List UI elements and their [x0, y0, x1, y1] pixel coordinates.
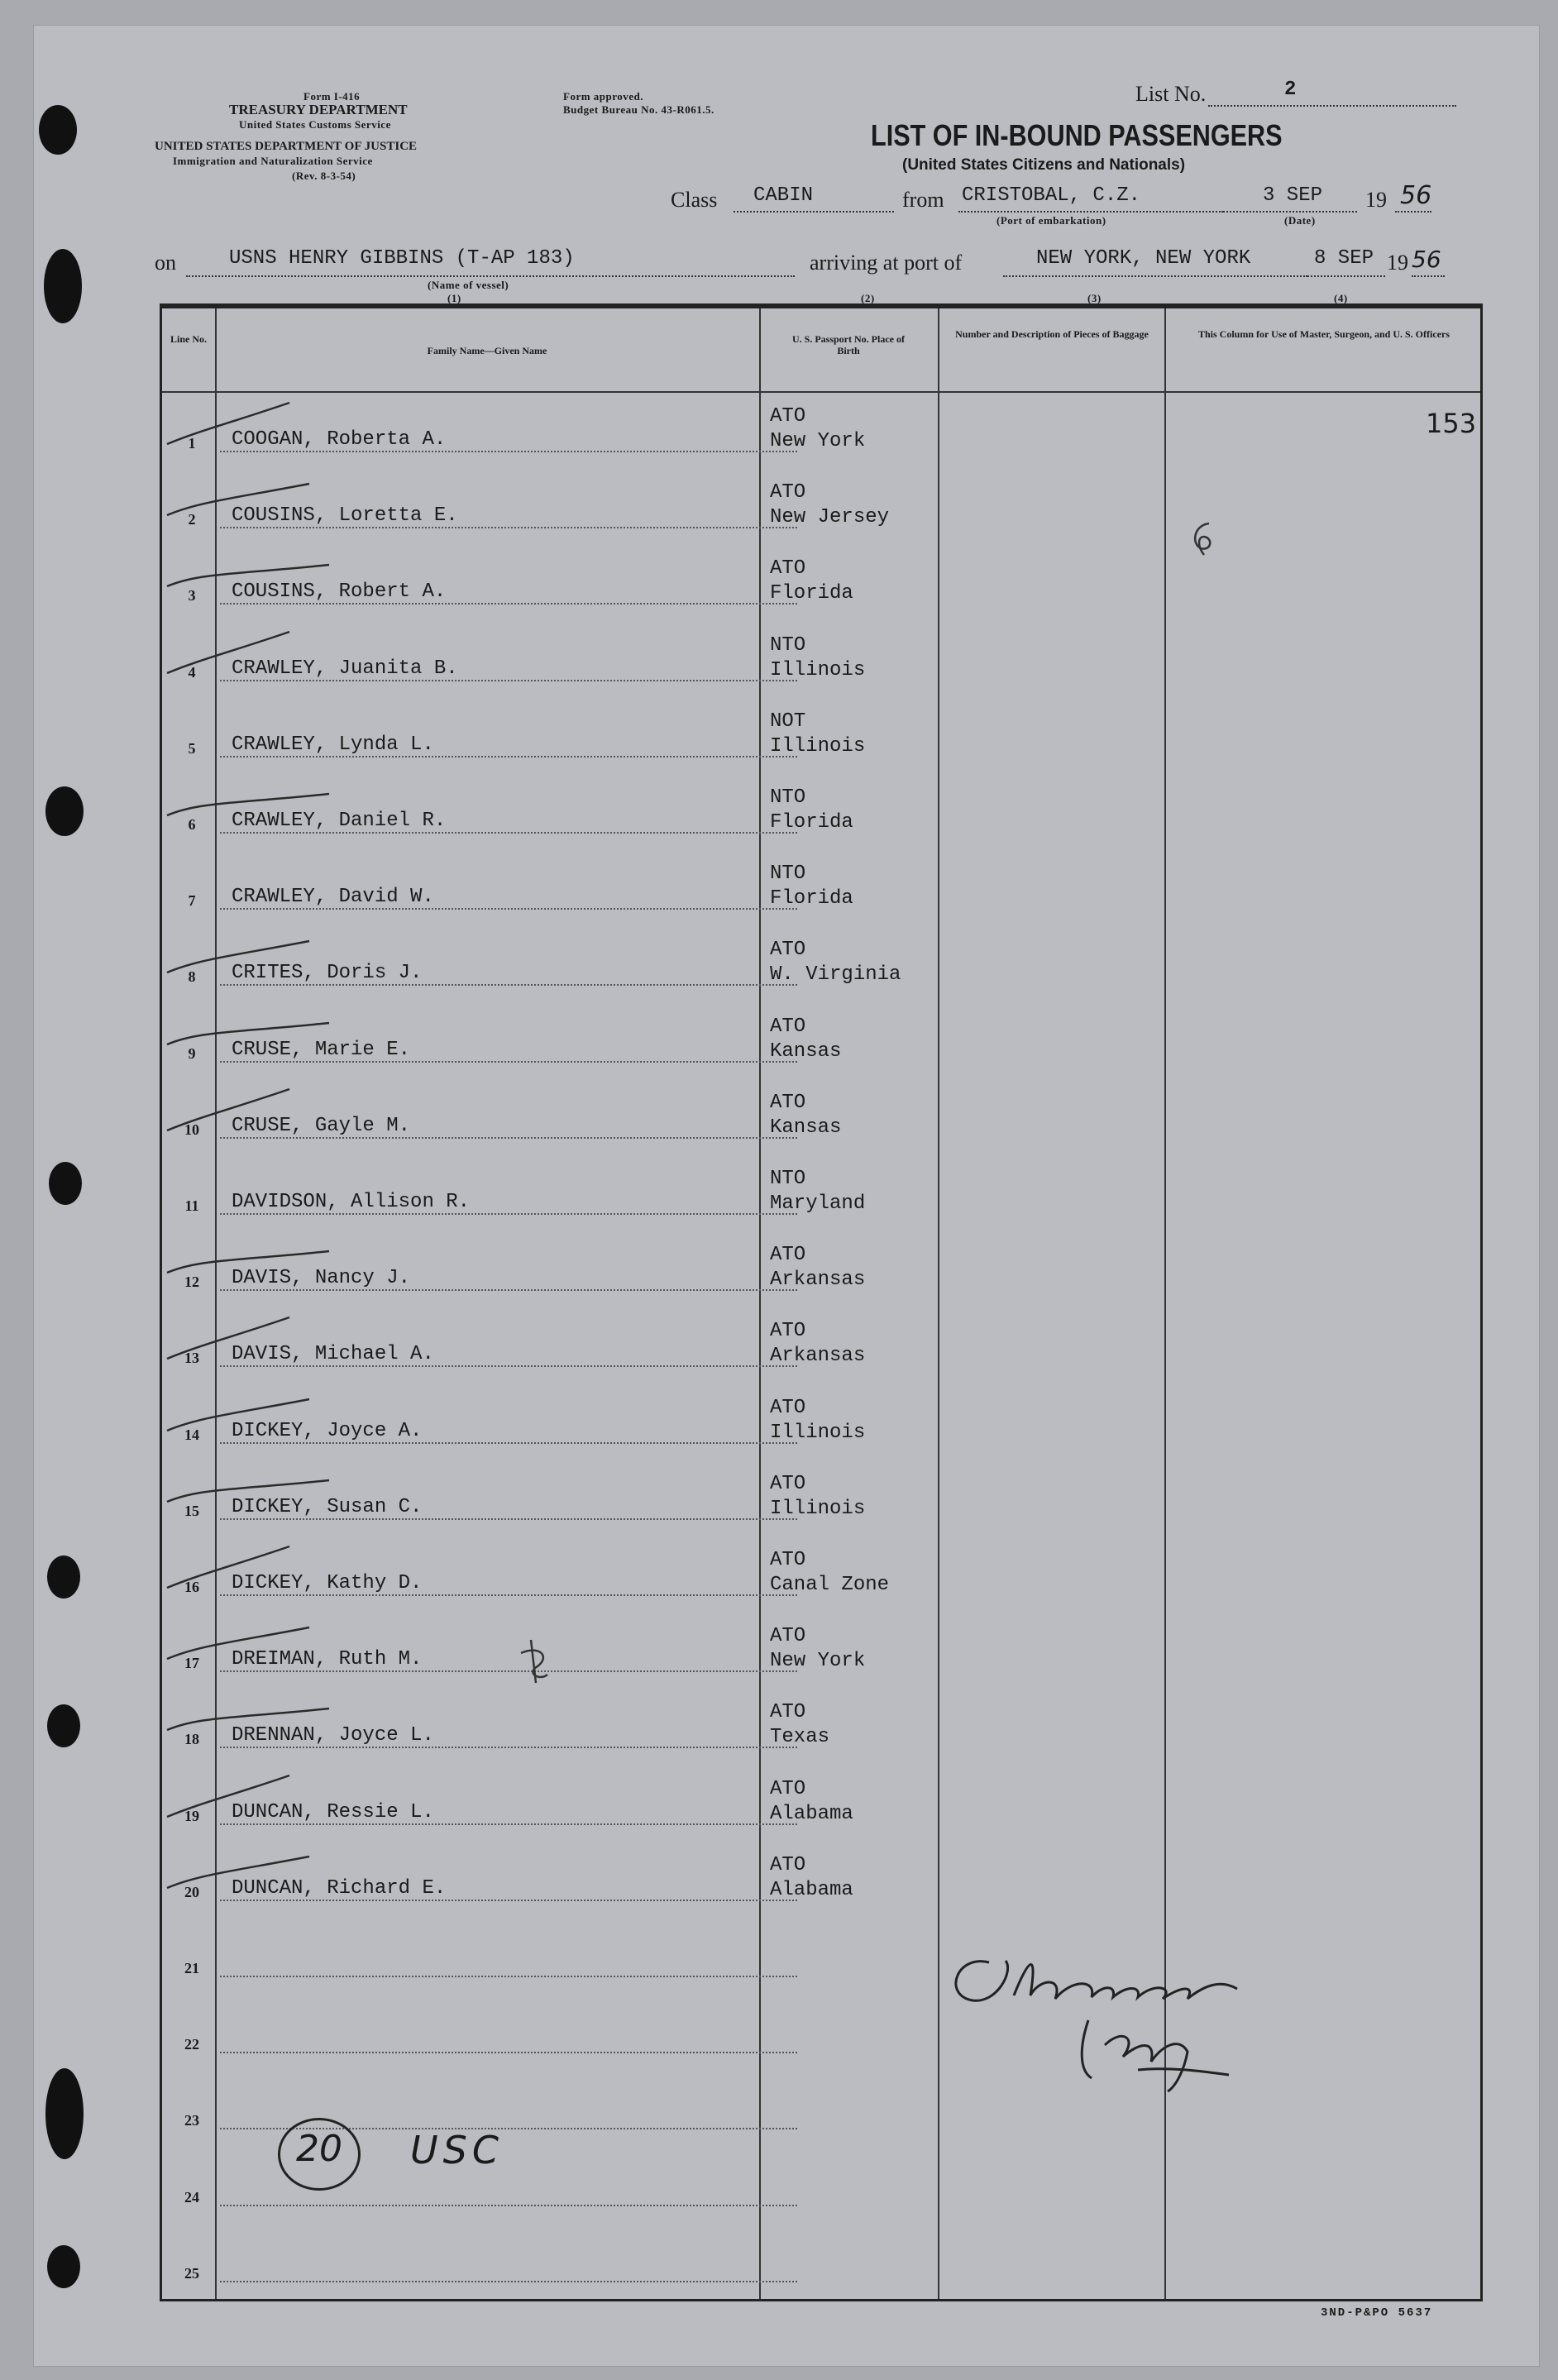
table-row — [162, 1687, 1480, 1763]
passenger-name: COUSINS, Robert A. — [232, 581, 447, 604]
row-rule — [220, 1289, 797, 1291]
check-mark-icon — [165, 1465, 364, 1515]
check-mark-icon — [165, 627, 364, 676]
row-number: 18 — [184, 1731, 199, 1748]
row-number: 7 — [188, 892, 196, 910]
row-rule — [220, 756, 797, 757]
circled-count-value: 20 — [296, 2128, 342, 2170]
page-subtitle: (United States Citizens and Nationals) — [902, 156, 1186, 174]
passenger-name: CRUSE, Marie E. — [232, 1038, 411, 1061]
passenger-name: COUSINS, Loretta E. — [232, 504, 458, 528]
col-header-line-no: Line No. — [170, 333, 207, 345]
place-of-birth: New York — [770, 1650, 866, 1673]
from-line — [958, 211, 1223, 213]
caption-2: (2) — [861, 292, 875, 304]
form-number: Form I-416 — [303, 90, 361, 103]
caption-1: (1) — [447, 292, 461, 304]
treasury-label: TREASURY DEPARTMENT — [229, 102, 408, 117]
class-label: Class — [671, 188, 718, 212]
row-rule — [220, 1442, 797, 1444]
table-row — [162, 2221, 1480, 2297]
passport-code: ATO — [770, 1396, 806, 1419]
arrival-port-line — [1003, 275, 1307, 277]
check-mark-icon — [165, 779, 364, 829]
check-mark-icon — [165, 1008, 364, 1058]
row-number: 19 — [184, 1807, 199, 1824]
passport-code: ATO — [770, 557, 806, 581]
justice-label: UNITED STATES DEPARTMENT OF JUSTICE — [155, 140, 418, 153]
place-of-birth: Kansas — [770, 1039, 842, 1063]
row-number: 8 — [188, 968, 196, 986]
passport-code: ATO — [770, 1853, 806, 1876]
date-embark-line — [1223, 211, 1357, 213]
ins-label: Immigration and Naturalization Service — [173, 155, 373, 167]
year-prefix: 19 — [1365, 188, 1387, 212]
row-number: 21 — [184, 1960, 199, 1976]
row-rule — [220, 984, 797, 986]
passenger-name: DAVIS, Nancy J. — [232, 1267, 411, 1290]
row-number: 25 — [184, 2264, 199, 2282]
passport-code: NTO — [770, 786, 806, 809]
binder-hole — [49, 1162, 82, 1205]
vessel-line — [186, 275, 795, 277]
list-no-line — [1208, 105, 1456, 107]
row-number: 3 — [188, 587, 196, 605]
binder-hole — [47, 2245, 80, 2288]
passenger-name: CRAWLEY, David W. — [232, 886, 434, 909]
passenger-name: CRAWLEY, Daniel R. — [232, 810, 447, 832]
passenger-name: CRAWLEY, Lynda L. — [232, 733, 434, 756]
binder-hole — [47, 1704, 80, 1747]
year-embark: 56 — [1400, 181, 1432, 210]
row-rule — [220, 1670, 797, 1672]
port-embark-caption: (Port of embarkation) — [996, 214, 1106, 227]
check-mark-icon — [165, 550, 364, 600]
table-row — [162, 848, 1480, 925]
row-rule — [220, 1213, 797, 1215]
row-rule — [220, 1900, 797, 1901]
passenger-name: DUNCAN, Richard E. — [232, 1876, 447, 1900]
list-no-label: List No. — [1135, 82, 1207, 106]
place-of-birth: Kansas — [770, 1116, 842, 1139]
table-row — [162, 1383, 1480, 1459]
caption-3: (3) — [1087, 292, 1102, 304]
row-rule — [220, 1137, 797, 1139]
row-rule — [220, 1747, 797, 1748]
check-mark-icon — [165, 1084, 364, 1134]
place-of-birth: New York — [770, 430, 866, 452]
passport-code: ATO — [770, 1244, 806, 1267]
signature — [939, 1946, 1320, 2095]
date-embark: 3 SEP — [1263, 184, 1323, 207]
caption-4: (4) — [1334, 292, 1348, 304]
passport-code: ATO — [770, 1472, 806, 1495]
year-prefix-arrival: 19 — [1387, 251, 1408, 275]
row-number: 13 — [184, 1350, 199, 1367]
place-of-birth: Illinois — [770, 1497, 866, 1520]
row-rule — [220, 1518, 797, 1520]
passport-code: ATO — [770, 1015, 806, 1038]
row-rule — [220, 1976, 797, 1977]
date-caption: (Date) — [1284, 214, 1316, 227]
vessel-caption: (Name of vessel) — [428, 279, 509, 291]
passenger-name: DUNCAN, Ressie L. — [232, 1800, 434, 1823]
passenger-name: CRUSE, Gayle M. — [232, 1114, 411, 1137]
row-rule — [220, 603, 797, 605]
passport-code: ATO — [770, 1320, 806, 1343]
row-number: 24 — [184, 2188, 199, 2206]
passport-code: NTO — [770, 633, 806, 657]
table-row — [162, 1535, 1480, 1611]
check-mark-icon — [165, 931, 364, 981]
passenger-name: DICKEY, Joyce A. — [232, 1419, 423, 1442]
passenger-name: CRAWLEY, Juanita B. — [232, 657, 458, 680]
usc-note: USC — [410, 2128, 504, 2172]
row-rule — [220, 908, 797, 910]
row-rule — [220, 832, 797, 834]
arrival-date: 8 SEP — [1314, 247, 1374, 270]
table-row — [162, 1459, 1480, 1535]
binder-hole — [47, 1556, 80, 1599]
row-number: 2 — [188, 511, 196, 528]
row-number: 11 — [184, 1197, 199, 1214]
year-arrival: 56 — [1412, 246, 1441, 273]
page-number-annotation: 153 — [1426, 408, 1477, 439]
passport-code: ATO — [770, 939, 806, 962]
on-label: on — [155, 251, 176, 275]
manifest-page — [33, 25, 1540, 2367]
table-row — [162, 925, 1480, 1001]
rev-label: (Rev. 8-3-54) — [292, 170, 356, 182]
row-rule — [220, 1594, 797, 1596]
place-of-birth: Illinois — [770, 734, 866, 757]
row-number: 14 — [184, 1426, 199, 1443]
table-row — [162, 620, 1480, 696]
row-rule — [220, 451, 797, 452]
table-row — [162, 467, 1480, 543]
check-mark-icon — [165, 398, 364, 447]
row-number: 10 — [184, 1121, 199, 1138]
printer-code: 3ND-P&PO 5637 — [1321, 2306, 1433, 2320]
table-row — [162, 391, 1480, 467]
row-number: 6 — [188, 816, 196, 833]
row-number: 4 — [188, 663, 196, 681]
place-of-birth: Florida — [770, 582, 853, 605]
passenger-name: DAVIS, Michael A. — [232, 1343, 434, 1366]
row-number: 1 — [188, 435, 196, 452]
table-row — [162, 1078, 1480, 1154]
passport-code: ATO — [770, 1625, 806, 1648]
place-of-birth: W. Virginia — [770, 963, 901, 987]
class-line — [734, 211, 894, 213]
row-rule — [220, 527, 797, 528]
place-of-birth: Maryland — [770, 1192, 866, 1215]
place-of-birth: Texas — [770, 1726, 830, 1749]
place-of-birth: Canal Zone — [770, 1574, 890, 1596]
place-of-birth: Illinois — [770, 658, 866, 681]
place-of-birth: Alabama — [770, 1802, 853, 1825]
passport-code: NTO — [770, 863, 806, 886]
passport-code: ATO — [770, 1549, 806, 1571]
row-number: 9 — [188, 1044, 196, 1062]
passport-code: ATO — [770, 1701, 806, 1724]
check-mark-icon — [165, 1236, 364, 1286]
year-arrival-line — [1412, 275, 1445, 277]
row-number: 5 — [188, 739, 196, 757]
row-number: 16 — [184, 1579, 199, 1595]
from-label: from — [902, 188, 944, 212]
table-row — [162, 1764, 1480, 1840]
passport-code: NTO — [770, 1168, 806, 1190]
customs-label: United States Customs Service — [239, 118, 391, 131]
passenger-name: DICKEY, Susan C. — [232, 1495, 423, 1518]
check-mark-icon — [165, 1847, 364, 1896]
place-of-birth: Illinois — [770, 1421, 866, 1444]
check-mark-icon — [165, 1618, 364, 1667]
form-approved-label: Form approved. — [563, 90, 644, 103]
list-no-value: 2 — [1284, 79, 1297, 101]
place-of-birth: Florida — [770, 887, 853, 910]
table-row — [162, 1840, 1480, 1916]
from-value: CRISTOBAL, C.Z. — [962, 184, 1141, 207]
row-rule — [220, 2281, 797, 2282]
year-embark-line — [1395, 211, 1431, 213]
row-number: 23 — [184, 2112, 199, 2129]
place-of-birth: Arkansas — [770, 1345, 866, 1368]
handwritten-mark-icon — [1186, 519, 1219, 560]
passport-code: NOT — [770, 710, 806, 733]
arrival-port: NEW YORK, NEW YORK — [1036, 247, 1251, 270]
arrival-date-line — [1307, 275, 1385, 277]
page-title: LIST OF IN-BOUND PASSENGERS — [871, 118, 1283, 152]
place-of-birth: Arkansas — [770, 1269, 866, 1292]
row-rule — [220, 1061, 797, 1063]
table-row — [162, 772, 1480, 848]
passport-code: ATO — [770, 1091, 806, 1114]
passport-code: ATO — [770, 405, 806, 428]
passenger-table — [160, 303, 1483, 2301]
check-mark-icon — [165, 1694, 364, 1743]
row-number: 17 — [184, 1655, 199, 1672]
row-number: 15 — [184, 1502, 199, 1519]
passenger-name: DREIMAN, Ruth M. — [232, 1648, 423, 1671]
table-row — [162, 696, 1480, 772]
check-mark-icon — [165, 1389, 364, 1439]
passenger-name: DICKEY, Kathy D. — [232, 1572, 423, 1594]
table-row — [162, 1230, 1480, 1306]
class-value: CABIN — [753, 184, 814, 207]
passenger-name: DAVIDSON, Allison R. — [232, 1191, 471, 1213]
check-mark-icon — [165, 1312, 364, 1362]
passenger-name: COOGAN, Roberta A. — [232, 428, 447, 451]
row-rule — [220, 2205, 797, 2206]
binder-hole — [44, 249, 82, 323]
passenger-name: DRENNAN, Joyce L. — [232, 1724, 434, 1747]
passport-code: ATO — [770, 1777, 806, 1800]
check-mark-icon — [165, 1541, 364, 1591]
check-mark-icon — [165, 1771, 364, 1820]
check-mark-icon — [165, 474, 364, 523]
col-header-baggage: Number and Description of Pieces of Baggage — [955, 328, 1149, 340]
row-number: 22 — [184, 2036, 199, 2053]
budget-label: Budget Bureau No. 43-R061.5. — [563, 103, 714, 116]
row-rule — [220, 1365, 797, 1367]
place-of-birth: Florida — [770, 811, 853, 834]
table-row — [162, 1154, 1480, 1230]
passport-code: ATO — [770, 481, 806, 504]
table-row — [162, 1001, 1480, 1078]
col-header-passport: U. S. Passport No. Place of Birth — [792, 333, 905, 356]
arriving-label: arriving at port of — [810, 251, 963, 275]
binder-hole — [39, 105, 77, 155]
table-row — [162, 543, 1480, 619]
vessel-name: USNS HENRY GIBBINS (T-AP 183) — [229, 247, 575, 270]
binder-hole — [45, 786, 84, 836]
row-rule — [220, 680, 797, 681]
table-row — [162, 1306, 1480, 1382]
passenger-name: CRITES, Doris J. — [232, 962, 423, 985]
row-rule — [220, 2052, 797, 2053]
row-number: 12 — [184, 1274, 199, 1291]
place-of-birth: Alabama — [770, 1878, 853, 1901]
row-number: 20 — [184, 1883, 199, 1900]
place-of-birth: New Jersey — [770, 506, 890, 529]
col-header-name: Family Name—Given Name — [427, 345, 547, 356]
row-rule — [220, 1823, 797, 1825]
handwritten-mark-icon — [514, 1637, 556, 1686]
table-row — [162, 1611, 1480, 1687]
col-header-officers: This Column for Use of Master, Surgeon, and U. S. Officers — [1197, 328, 1450, 340]
binder-hole — [45, 2068, 84, 2159]
